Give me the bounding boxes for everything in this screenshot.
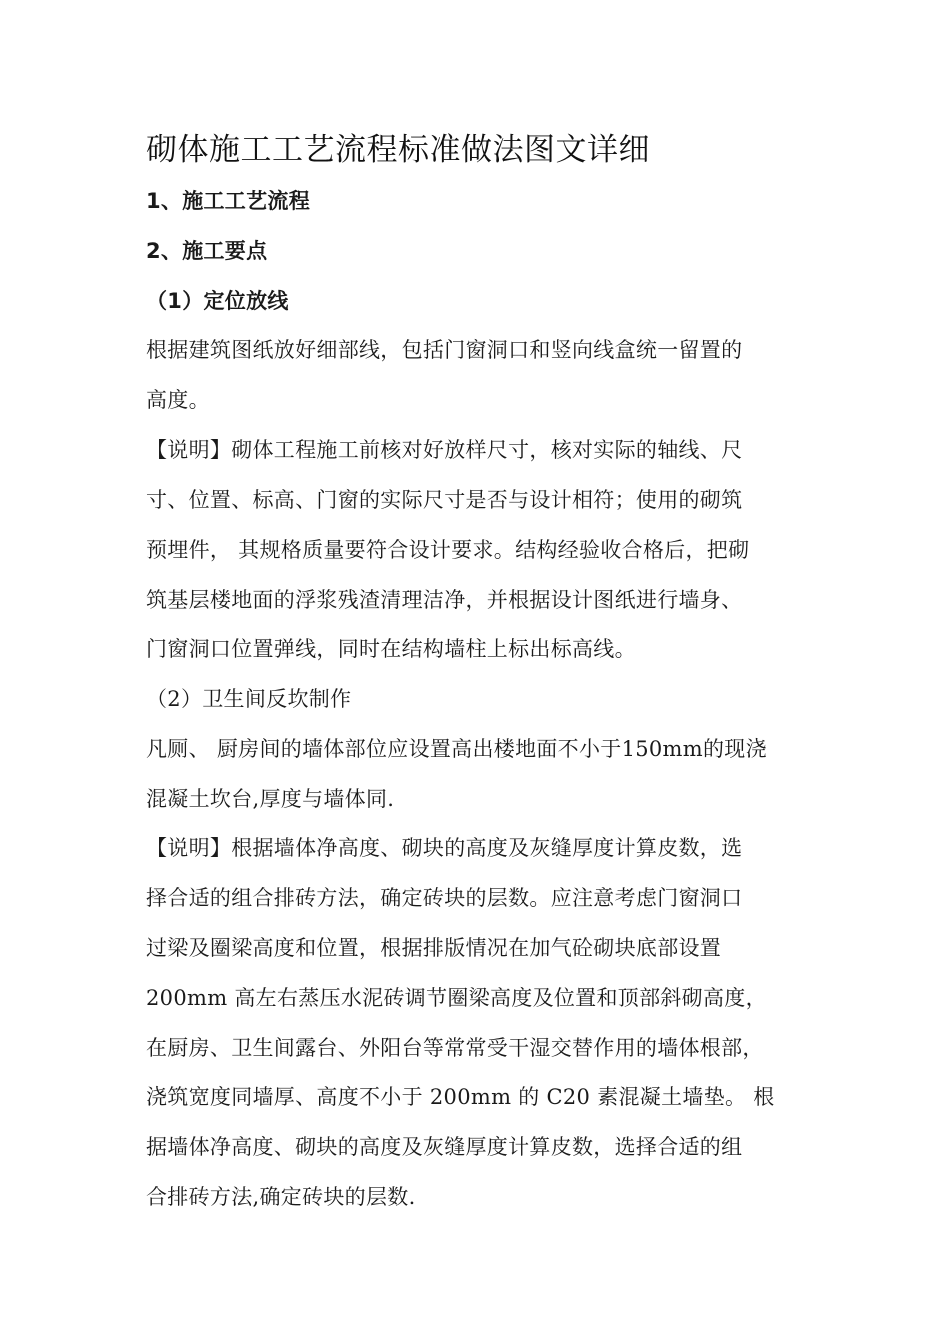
note-line: 筑基层楼地面的浮浆残渣清理洁净，并根据设计图纸进行墙身、 [146,588,743,612]
note-line: 择合适的组合排砖方法，确定砖块的层数。应注意考虑门窗洞口 [146,886,743,910]
note-line: 寸、位置、标高、门窗的实际尺寸是否与设计相符；使用的砌筑 [146,488,743,512]
note-line: 200mm 高左右蒸压水泥砖调节圈梁高度及位置和顶部斜砌高度， [146,986,767,1010]
document-title: 砌体施工工艺流程标准做法图文详细 [146,132,650,168]
note-line: 【说明】根据墙体净高度、砌块的高度及灰缝厚度计算皮数，选 [146,836,743,860]
note-line: 门窗洞口位置弹线，同时在结构墙柱上标出标高线。 [146,637,636,661]
note-line: 浇筑宽度同墙厚、高度不小于 200mm 的 C20 素混凝土墙垫。 根 [146,1085,775,1109]
note-line: 合排砖方法,确定砖块的层数. [146,1185,416,1209]
note-line: 过梁及圈梁高度和位置，根据排版情况在加气砼砌块底部设置 [146,936,722,960]
note-line: 据墙体净高度、砌块的高度及灰缝厚度计算皮数，选择合适的组 [146,1135,743,1159]
subheading-positioning: （1）定位放线 [146,289,289,313]
paragraph-line: 凡厕、 厨房间的墙体部位应设置高出楼地面不小于150mm的现浇 [146,737,767,761]
paragraph-line: 根据建筑图纸放好细部线，包括门窗洞口和竖向线盒统一留置的 [146,338,743,362]
heading-construction-points: 2、施工要点 [146,239,268,263]
note-line: 在厨房、卫生间露台、外阳台等常常受干湿交替作用的墙体根部， [146,1036,764,1060]
note-line: 预埋件， 其规格质量要符合设计要求。结构经验收合格后，把砌 [146,538,750,562]
paragraph-line: 混凝土坎台,厚度与墙体同. [146,787,395,811]
subheading-toilet-curb: （2）卫生间反坎制作 [146,687,352,711]
paragraph-line: 高度。 [146,388,210,412]
heading-construction-process: 1、施工工艺流程 [146,189,311,213]
note-line: 【说明】砌体工程施工前核对好放样尺寸，核对实际的轴线、尺 [146,438,743,462]
